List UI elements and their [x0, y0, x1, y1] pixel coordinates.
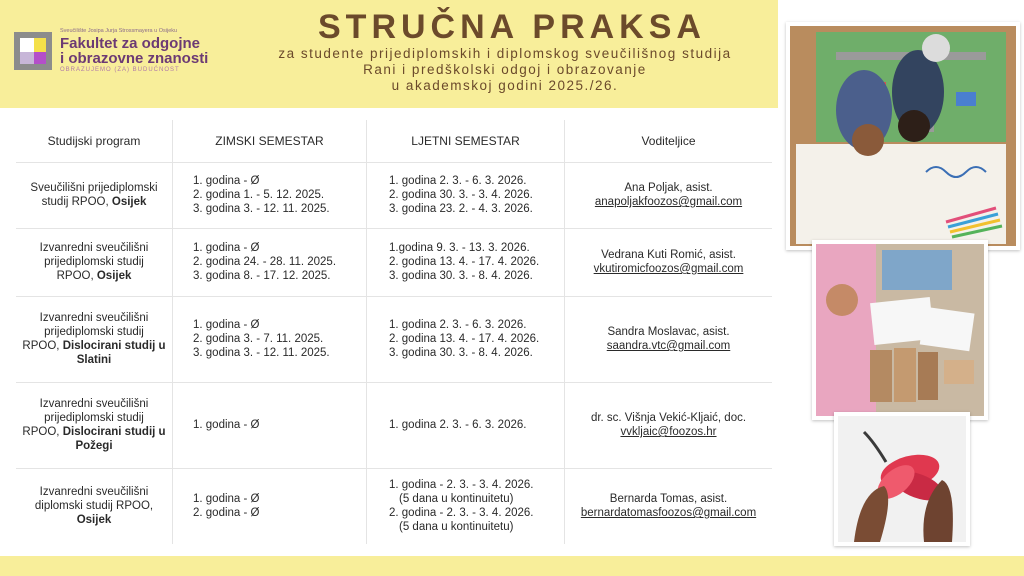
winter-line: 3. godina 3. - 12. 11. 2025.: [193, 203, 330, 215]
logo-squares-icon: [14, 32, 52, 70]
program-line: RPOO,: [22, 340, 60, 352]
mentor-cell: [565, 162, 772, 228]
summer-line: 3. godina 30. 3. - 8. 4. 2026.: [389, 270, 533, 282]
program-location: Osijek: [76, 514, 112, 526]
winter-line: 3. godina 8. - 17. 12. 2025.: [193, 270, 331, 282]
faculty-name-line2: i obrazovne znanosti: [60, 50, 209, 67]
mentor-name: Sandra Moslavac, asist.: [607, 326, 730, 338]
program-line: Sveučilišni prijediplomski: [30, 182, 158, 194]
program-cell: [16, 296, 173, 382]
mentor-name: Bernarda Tomas, asist.: [609, 493, 728, 505]
page-title: STRUČNA PRAKSA: [318, 8, 706, 46]
program-location: Dislocirani studij u Požegi: [62, 426, 166, 452]
mentor-cell: [565, 382, 772, 468]
table-header-row: [16, 120, 772, 163]
summer-line: 1. godina 2. 3. - 6. 3. 2026.: [389, 175, 527, 187]
summer-line: 2. godina 13. 4. - 17. 4. 2026.: [389, 333, 540, 345]
winter-line: 1. godina - Ø: [193, 319, 260, 331]
table-row: [16, 162, 772, 229]
program-line: prijediplomski studij: [44, 256, 144, 268]
mentor-email-link[interactable]: bernardatomasfoozos@gmail.com: [580, 507, 757, 519]
mentor-email-link[interactable]: anapoljakfoozos@gmail.com: [594, 196, 743, 208]
winter-line: 1. godina - Ø: [193, 419, 260, 431]
faculty-name: [60, 36, 208, 66]
winter-line: 1. godina - Ø: [193, 242, 260, 254]
summer-cell: [367, 382, 565, 468]
mentor-cell: [565, 296, 772, 382]
mentor-email-link[interactable]: vvkljaic@foozos.hr: [620, 426, 717, 438]
photo-column: [778, 0, 1024, 556]
program-line: Izvanredni sveučilišni: [39, 312, 149, 324]
summer-line: 1. godina 2. 3. - 6. 3. 2026.: [389, 419, 527, 431]
page-subtitle: [200, 46, 810, 94]
header-program: Studijski program: [16, 120, 173, 162]
program-line: RPOO,: [22, 426, 60, 438]
program-cell: [16, 228, 173, 296]
program-line: Izvanredni sveučilišni: [39, 486, 149, 498]
subtitle-line1: za studente prijediplomskih i diplomskog sveučilišnog studija: [278, 46, 732, 61]
winter-cell: [173, 228, 367, 296]
winter-line: 3. godina 3. - 12. 11. 2025.: [193, 347, 330, 359]
mentor-name: dr. sc. Višnja Vekić-Kljaić, doc.: [590, 412, 747, 424]
footer-bar: [0, 556, 1024, 576]
summer-line: 2. godina - 2. 3. - 3. 4. 2026.: [389, 507, 534, 519]
summer-line: (5 dana u kontinuitetu): [399, 493, 514, 505]
logo-tagline: OBRAZUJEMO (ZA) BUDUĆNOST: [60, 67, 180, 73]
subtitle-line3: u akademskoj godini 2025./26.: [391, 78, 619, 93]
winter-cell: [173, 296, 367, 382]
program-line: diplomski studij RPOO,: [34, 500, 154, 512]
winter-line: 2. godina - Ø: [193, 507, 260, 519]
program-location: Osijek: [96, 270, 132, 282]
table-row: [16, 382, 772, 469]
program-line: prijediplomski studij: [44, 412, 144, 424]
summer-cell: [367, 162, 565, 228]
winter-line: 1. godina - Ø: [193, 493, 260, 505]
summer-line: 3. godina 30. 3. - 8. 4. 2026.: [389, 347, 533, 359]
summer-cell: [367, 296, 565, 382]
children-drawing-image: [786, 22, 1020, 250]
program-line: studij RPOO,: [41, 196, 109, 208]
winter-cell: [173, 468, 367, 544]
program-cell: [16, 162, 173, 228]
summer-line: 2. godina 30. 3. - 3. 4. 2026.: [389, 189, 533, 201]
program-cell: [16, 468, 173, 544]
summer-line: 3. godina 23. 2. - 4. 3. 2026.: [389, 203, 533, 215]
mentor-cell: [565, 468, 772, 544]
faculty-name-line1: Fakultet za odgojne: [60, 35, 201, 52]
table-row: [16, 468, 772, 544]
winter-cell: [173, 162, 367, 228]
wooden-blocks-image: [812, 240, 988, 420]
winter-line: 2. godina 1. - 5. 12. 2025.: [193, 189, 325, 201]
summer-line: 2. godina 13. 4. - 17. 4. 2026.: [389, 256, 540, 268]
winter-line: 2. godina 24. - 28. 11. 2025.: [193, 256, 337, 268]
program-location: Osijek: [111, 196, 147, 208]
faculty-logo[interactable]: [14, 28, 214, 78]
summer-line: 1. godina - 2. 3. - 3. 4. 2026.: [389, 479, 534, 491]
university-name: Sveučilište Josipa Jurja Strossmayera u Osijeku: [60, 28, 178, 34]
winter-line: 1. godina - Ø: [193, 175, 260, 187]
summer-cell: [367, 228, 565, 296]
program-line: Izvanredni sveučilišni: [39, 398, 149, 410]
mentor-name: Ana Poljak, asist.: [624, 182, 713, 194]
table-row: [16, 296, 772, 383]
photo-wooden-blocks: [812, 240, 988, 420]
winter-cell: [173, 382, 367, 468]
subtitle-line2: Rani i predškolski odgoj i obrazovanje: [363, 62, 647, 77]
mentor-email-link[interactable]: vkutiromicfoozos@gmail.com: [593, 263, 744, 275]
schedule-panel: [0, 108, 778, 556]
summer-line: (5 dana u kontinuitetu): [399, 521, 514, 533]
summer-line: 1. godina 2. 3. - 6. 3. 2026.: [389, 319, 527, 331]
red-flower-image: [834, 412, 970, 546]
winter-line: 2. godina 3. - 7. 11. 2025.: [193, 333, 324, 345]
photo-children-drawing: [786, 22, 1020, 250]
table-row: [16, 228, 772, 297]
header-mentor: Voditeljice: [641, 134, 696, 148]
header-summer: LJETNI SEMESTAR: [367, 120, 565, 162]
mentor-name: Vedrana Kuti Romić, asist.: [601, 249, 736, 261]
mentor-cell: [565, 228, 772, 296]
program-line: RPOO,: [56, 270, 94, 282]
program-cell: [16, 382, 173, 468]
mentor-email-link[interactable]: saandra.vtc@gmail.com: [606, 340, 731, 352]
header-winter: ZIMSKI SEMESTAR: [173, 120, 367, 162]
summer-line: 1.godina 9. 3. - 13. 3. 2026.: [389, 242, 530, 254]
program-location: Dislocirani studij u Slatini: [62, 340, 166, 366]
program-line: prijediplomski studij: [44, 326, 144, 338]
summer-cell: [367, 468, 565, 544]
photo-red-flower: [834, 412, 970, 546]
program-line: Izvanredni sveučilišni: [39, 242, 149, 254]
